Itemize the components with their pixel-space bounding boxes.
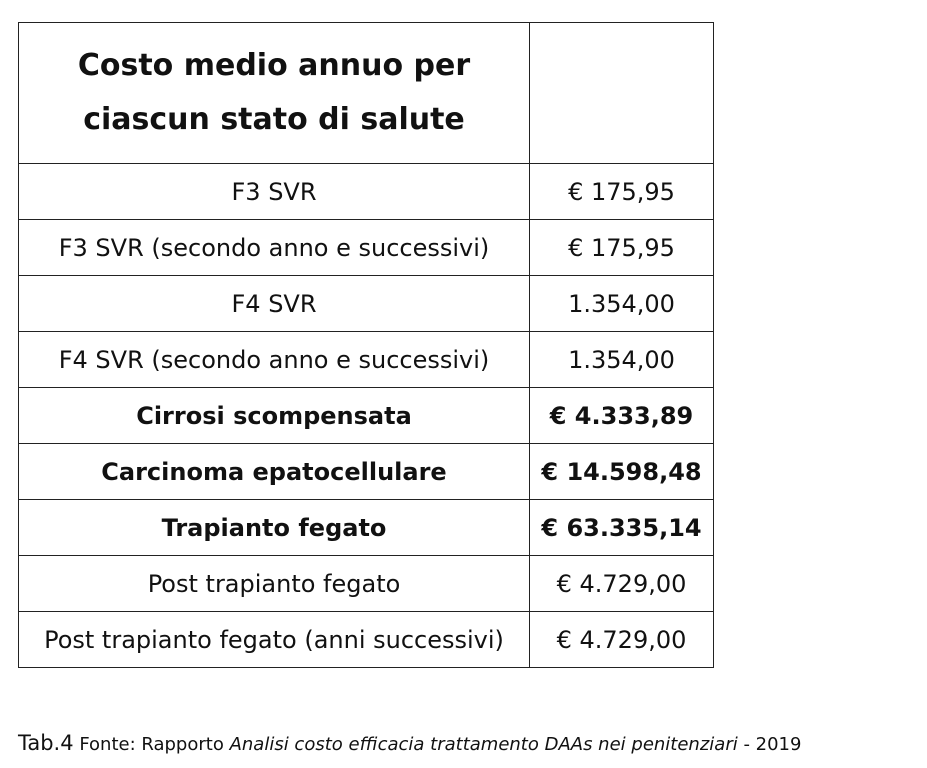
row-value: € 14.598,48 [530,444,714,500]
row-value: € 4.729,00 [530,612,714,668]
table-row [19,220,714,276]
header-title-cell [19,23,530,164]
caption-tab-label: Tab.4 [18,731,74,755]
row-label: F4 SVR [19,276,530,332]
row-label: Cirrosi scompensata [19,388,530,444]
table-row [19,444,714,500]
row-label: Post trapianto fegato (anni successivi) [19,612,530,668]
table-caption [18,731,801,755]
table-row [19,332,714,388]
row-value: € 4.729,00 [530,556,714,612]
row-label: Carcinoma epatocellulare [19,444,530,500]
row-value: 1.354,00 [530,332,714,388]
caption-source-prefix: Fonte: Rapporto [73,734,230,755]
row-label: F4 SVR (secondo anno e successivi) [19,332,530,388]
row-label: Post trapianto fegato [19,556,530,612]
table-header-row [19,23,714,164]
row-label: F3 SVR (secondo anno e successivi) [19,220,530,276]
cost-table [18,22,714,668]
table-row [19,556,714,612]
header-value-cell [530,23,714,164]
table-row [19,276,714,332]
header-title: Costo medio annuo per ciascun stato di salute [77,48,471,137]
table-row [19,500,714,556]
row-value: € 4.333,89 [530,388,714,444]
row-label: F3 SVR [19,164,530,220]
row-label: Trapianto fegato [19,500,530,556]
table-row [19,388,714,444]
row-value: € 63.335,14 [530,500,714,556]
row-value: € 175,95 [530,164,714,220]
caption-report-title: Analisi costo efficacia trattamento DAAs nei penitenziari [229,734,738,755]
caption-year: - 2019 [737,734,802,755]
table-row [19,164,714,220]
table-row [19,612,714,668]
row-value: 1.354,00 [530,276,714,332]
row-value: € 175,95 [530,220,714,276]
